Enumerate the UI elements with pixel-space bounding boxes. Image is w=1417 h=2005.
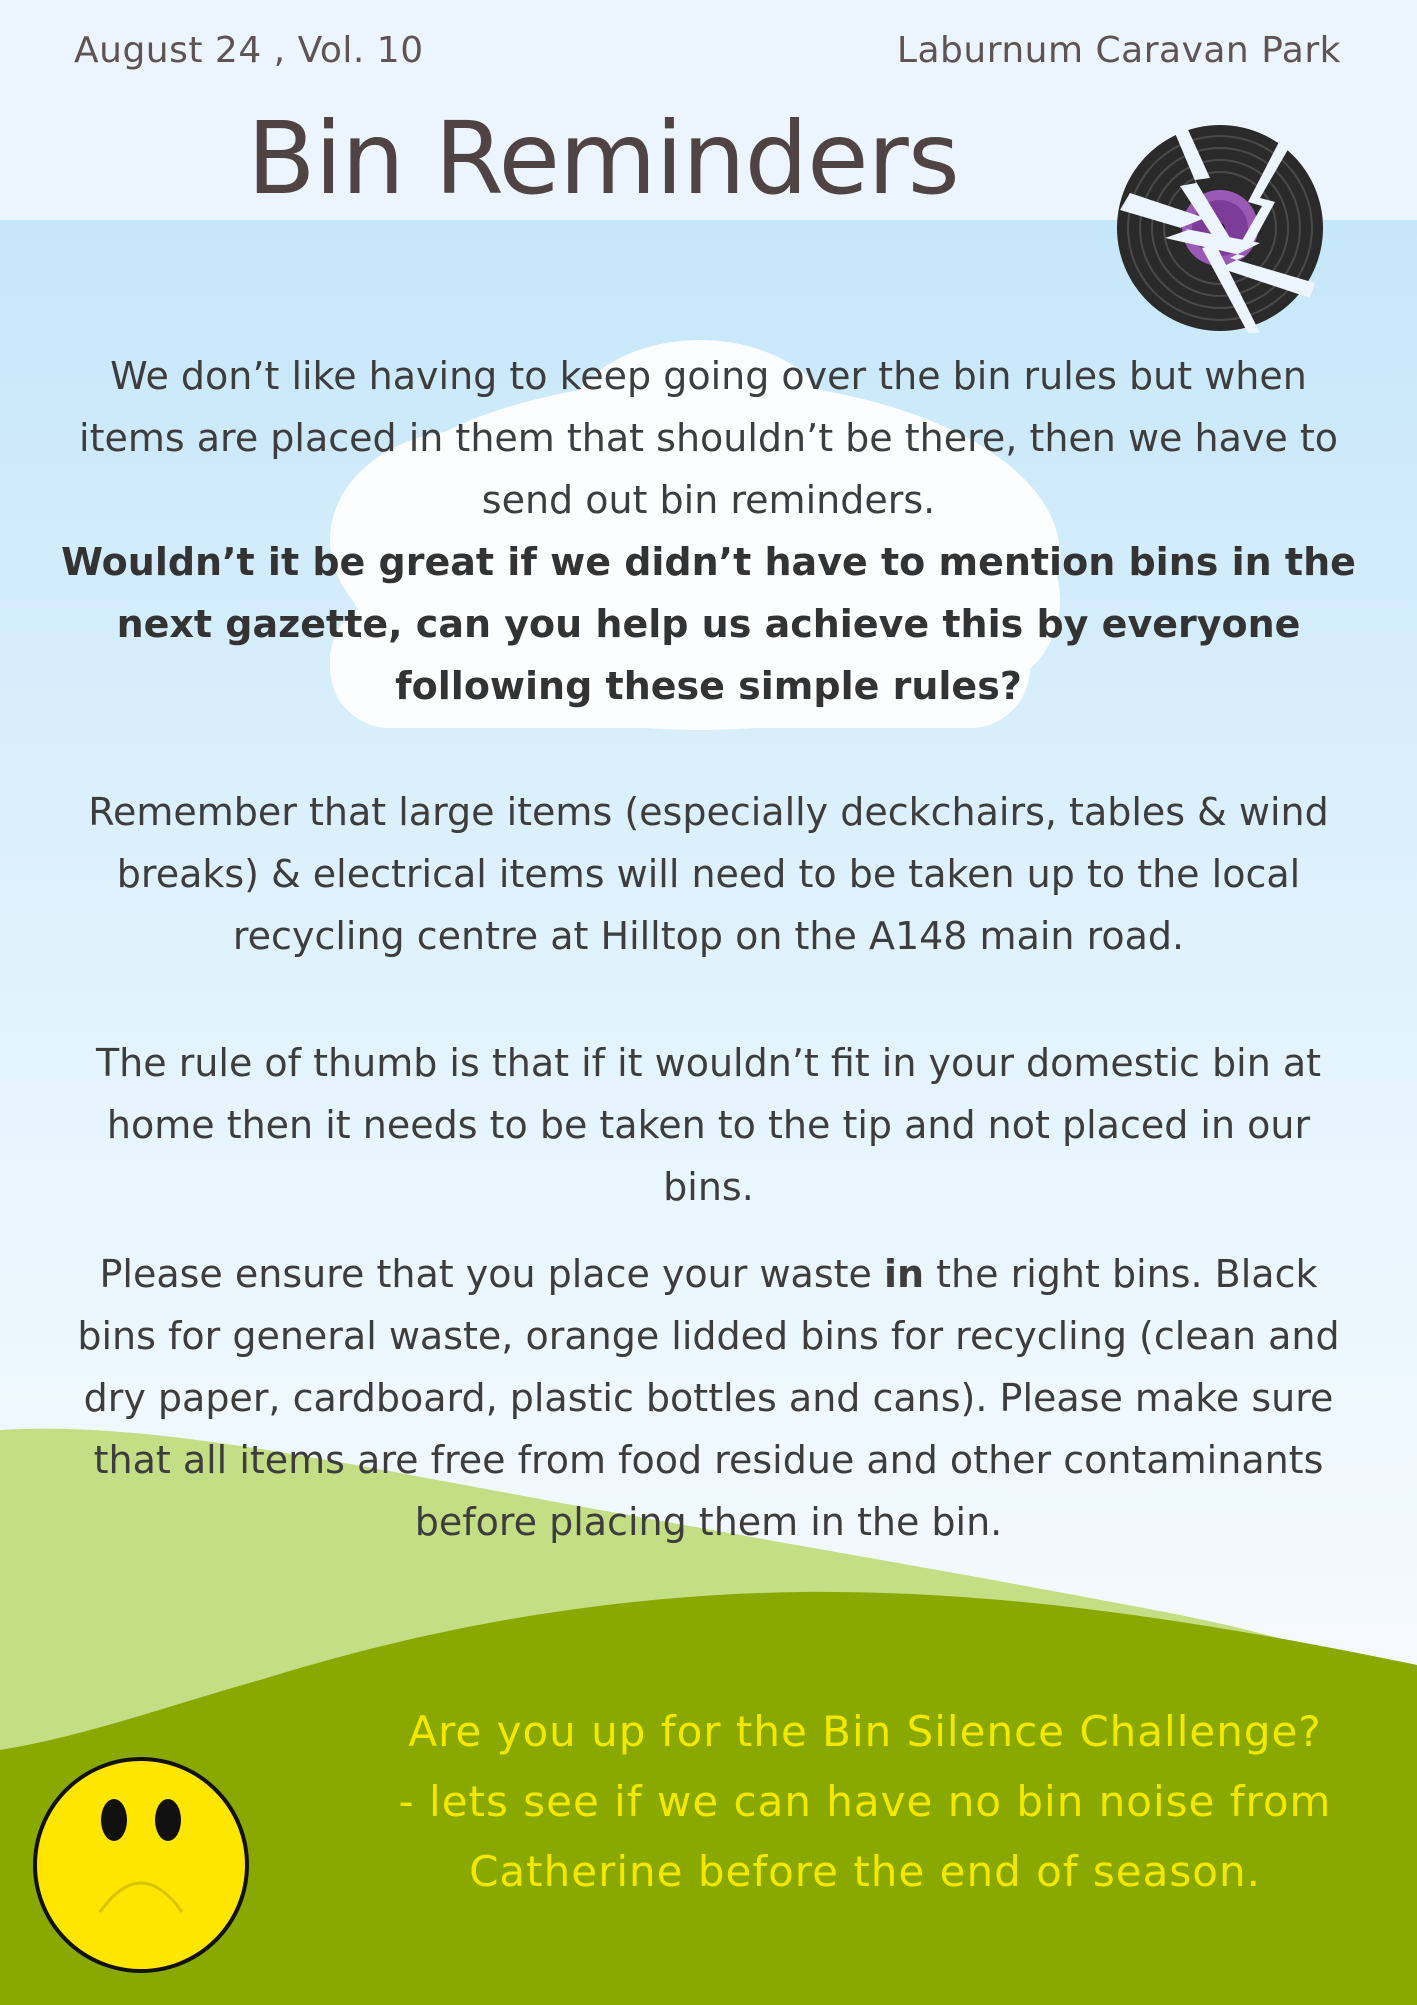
- issue-date: August 24 , Vol. 10: [74, 30, 424, 71]
- broken-vinyl-record-icon: [1110, 118, 1330, 338]
- page-title: Bin Reminders: [247, 100, 959, 217]
- intro-bold-text: Wouldn’t it be great if we didn’t have to mention bins in the next gazette, can you help us achieve this by everyone following these simple rules?: [61, 540, 1356, 708]
- sorting-text: [60, 1243, 1357, 1553]
- park-name: Laburnum Caravan Park: [896, 30, 1341, 71]
- challenge-text: [370, 1697, 1360, 1907]
- sorting-text-end: the right bins. Black bins for general waste, orange lidded bins for recycling (clean and dry paper, cardboard, plastic bottles and cans). Please make sure that all items are free from food residue and other contaminants before placing them in the bin.: [77, 1252, 1340, 1544]
- challenge-line-2: - lets see if we can have no bin noise from Catherine before the end of season.: [398, 1777, 1332, 1896]
- sorting-emphasis: in: [884, 1252, 925, 1296]
- sorting-text-start: Please ensure that you place your waste: [99, 1252, 884, 1296]
- challenge-line-1: Are you up for the Bin Silence Challenge?: [408, 1707, 1322, 1756]
- sad-face-icon: [30, 1754, 252, 1976]
- intro-text: We don’t like having to keep going over the bin rules but when items are placed in them that shouldn’t be there, then we have to send out bin reminders.: [79, 354, 1338, 522]
- rule-of-thumb-text: The rule of thumb is that if it wouldn’t fit in your domestic bin at home then it needs to be taken to the tip and not placed in our bins.: [95, 1041, 1322, 1209]
- large-items-text: Remember that large items (especially deckchairs, tables & wind breaks) & electrical items will need to be taken up to the local recycling centre at Hilltop on the A148 main road.: [88, 790, 1329, 958]
